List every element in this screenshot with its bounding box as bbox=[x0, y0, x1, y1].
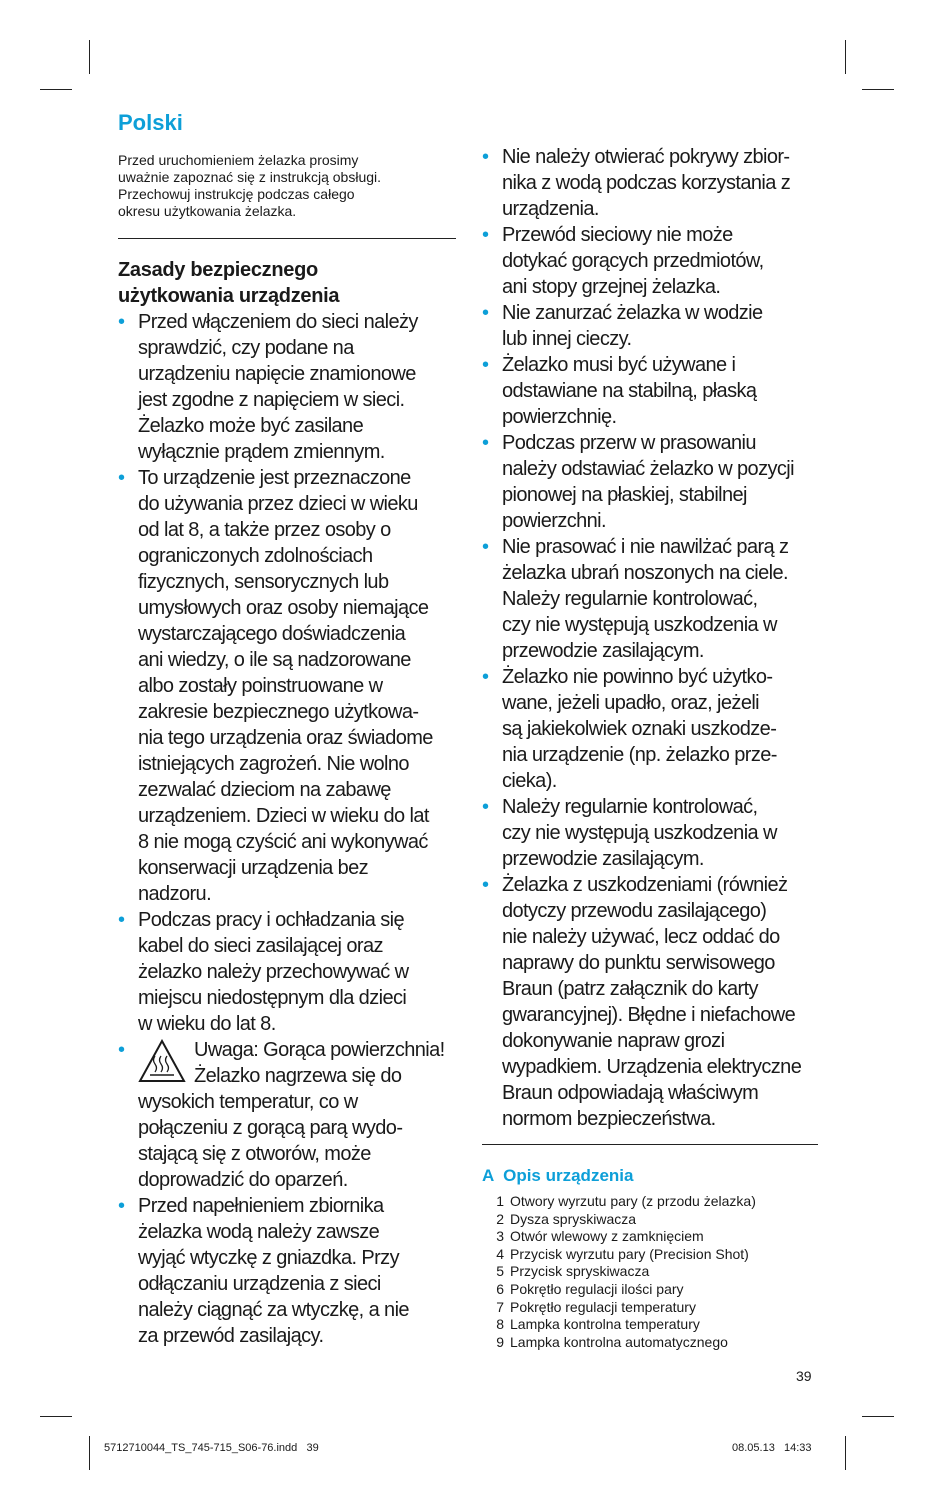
bullet-line: urządzenia. bbox=[502, 198, 599, 220]
part-number: 9 bbox=[496, 1333, 504, 1350]
bullet-line: Żelazko nie powinno być użytko- bbox=[502, 666, 773, 688]
parts-section-title: A Opis urządzenia bbox=[482, 1166, 634, 1185]
footer-time: 14:33 bbox=[784, 1442, 812, 1454]
crop-mark bbox=[845, 40, 846, 74]
bullet-line: odstawiane na stabilną, płaską bbox=[502, 380, 757, 402]
part-number: 5 bbox=[496, 1263, 504, 1280]
bullet-line: odłączaniu urządzenia z sieci bbox=[138, 1273, 381, 1295]
bullet-line: nie należy używać, lecz oddać do bbox=[502, 926, 780, 948]
bullet-line: ograniczonych zdolnościach bbox=[138, 545, 373, 567]
part-item bbox=[482, 1193, 818, 1211]
bullet-line: powierzchni. bbox=[502, 510, 606, 532]
bullet-line: zezwalać dzieciom na zabawę bbox=[138, 779, 391, 801]
left-column bbox=[118, 108, 456, 1349]
bullet-line: żelazko należy przechowywać w bbox=[138, 961, 409, 983]
bullet-line: nia urządzenie (np. żelazko prze- bbox=[502, 744, 777, 766]
bullet-line: wane, jeżeli upadło, oraz, jeżeli bbox=[502, 692, 760, 714]
bullet-line: lub innej cieczy. bbox=[502, 328, 632, 350]
bullet-line: gwarancyjnej). Błędne i niefachowe bbox=[502, 1004, 796, 1026]
warning-head-text bbox=[194, 1037, 445, 1089]
warning-line: doprowadzić do oparzeń. bbox=[138, 1169, 348, 1191]
bullet-icon: • bbox=[118, 467, 125, 489]
bullet-line: istniejących zagrożeń. Nie wolno bbox=[138, 753, 409, 775]
bullet-item bbox=[482, 664, 818, 794]
bullet-line: Należy regularnie kontrolować, bbox=[502, 796, 758, 818]
bullet-icon: • bbox=[482, 432, 489, 454]
bullet-line: zakresie bezpiecznego użytkowa- bbox=[138, 701, 419, 723]
bullet-icon: • bbox=[118, 1039, 125, 1061]
part-number: 3 bbox=[496, 1228, 504, 1245]
bullet-line: miejscu niedostępnym dla dzieci bbox=[138, 987, 407, 1009]
bullet-line: żelazka ubrań noszonych na ciele. bbox=[502, 562, 788, 584]
language-title: Polski bbox=[118, 110, 183, 135]
bullet-item bbox=[482, 430, 818, 534]
bullet-line: czy nie występują uszkodzenia w bbox=[502, 822, 777, 844]
bullet-line: nadzoru. bbox=[138, 883, 212, 905]
part-label: Lampka kontrolna temperatury bbox=[510, 1316, 700, 1333]
part-label: Otwory wyrzutu pary (z przodu żelazka) bbox=[510, 1193, 756, 1209]
bullet-line: Przed napełnieniem zbiornika bbox=[138, 1195, 384, 1217]
part-number: 2 bbox=[496, 1210, 504, 1227]
crop-mark bbox=[40, 89, 72, 90]
warning-line: stającą się z otworów, może bbox=[138, 1143, 371, 1165]
bullet-line: w wieku do lat 8. bbox=[138, 1013, 276, 1035]
warning-line: wysokich temperatur, co w bbox=[138, 1091, 358, 1113]
bullet-icon: • bbox=[118, 909, 125, 931]
part-item bbox=[482, 1211, 818, 1229]
part-item bbox=[482, 1246, 818, 1264]
bullet-line: przewodzie zasilającym. bbox=[502, 848, 704, 870]
bullet-line: przewodzie zasilającym. bbox=[502, 640, 704, 662]
warning-item bbox=[118, 1037, 456, 1193]
safety-list-warning bbox=[118, 1037, 456, 1193]
bullet-line: nika z wodą podczas korzystania z bbox=[502, 172, 791, 194]
bullet-line: konserwacji urządzenia bez bbox=[138, 857, 369, 879]
warning-line: połączeniu z gorącą parą wydo- bbox=[138, 1117, 403, 1139]
bullet-line: ani wiedzy, o ile są nadzorowane bbox=[138, 649, 411, 671]
bullet-item bbox=[118, 1193, 456, 1349]
bullet-line: umysłowych oraz osoby niemające bbox=[138, 597, 429, 619]
bullet-line: naprawy do punktu serwisowego bbox=[502, 952, 775, 974]
part-label: Dysza spryskiwacza bbox=[510, 1210, 637, 1227]
bullet-item bbox=[118, 465, 456, 907]
crop-mark bbox=[89, 1436, 90, 1470]
part-item bbox=[482, 1228, 818, 1246]
bullet-line: Braun (patrz załącznik do karty bbox=[502, 978, 758, 1000]
bullet-line: wypadkiem. Urządzenia elektryczne bbox=[502, 1056, 802, 1078]
part-label: Otwór wlewowy z zamknięciem bbox=[510, 1228, 704, 1245]
bullet-icon: • bbox=[482, 874, 489, 896]
bullet-line: urządzeniem. Dzieci w wieku do lat bbox=[138, 805, 429, 827]
bullet-line: dokonywanie napraw grozi bbox=[502, 1030, 725, 1052]
bullet-item bbox=[482, 794, 818, 872]
bullet-line: Przewód sieciowy nie może bbox=[502, 224, 733, 246]
bullet-line: należy odstawiać żelazko w pozycji bbox=[502, 458, 794, 480]
page-number: 39 bbox=[796, 1368, 812, 1384]
part-number: 8 bbox=[496, 1316, 504, 1333]
safety-section-title bbox=[118, 257, 456, 309]
bullet-line: Żelazko musi być używane i bbox=[502, 354, 736, 376]
bullet-line: Braun odpowiadają właściwym bbox=[502, 1082, 759, 1104]
bullet-line: do używania przez dzieci w wieku bbox=[138, 493, 418, 515]
intro-line: uważnie zapoznać się z instrukcją obsługi. bbox=[118, 169, 382, 185]
bullet-line: wyłącznie prądem zmiennym. bbox=[138, 441, 385, 463]
bullet-icon: • bbox=[118, 311, 125, 333]
part-label: Przycisk spryskiwacza bbox=[510, 1263, 650, 1280]
part-label: Przycisk wyrzutu pary (Precision Shot) bbox=[510, 1245, 749, 1262]
warning-body bbox=[118, 1089, 456, 1193]
bullet-icon: • bbox=[482, 666, 489, 688]
part-number: 6 bbox=[496, 1280, 504, 1297]
bullet-line: 8 nie mogą czyścić ani wykonywać bbox=[138, 831, 428, 853]
bullet-icon: • bbox=[482, 302, 489, 324]
bullet-line: sprawdzić, czy podane na bbox=[138, 337, 354, 359]
bullet-line: Żelazko może być zasilane bbox=[138, 415, 364, 437]
part-item bbox=[482, 1334, 818, 1352]
bullet-line: Nie należy otwierać pokrywy zbior- bbox=[502, 146, 790, 168]
footer-timestamp bbox=[732, 1442, 812, 1454]
bullet-item bbox=[482, 352, 818, 430]
bullet-line: pionowej na płaskiej, stabilnej bbox=[502, 484, 747, 506]
bullet-item bbox=[482, 872, 818, 1132]
bullet-line: ani stopy grzejnej żelazka. bbox=[502, 276, 721, 298]
part-item bbox=[482, 1281, 818, 1299]
safety-list-end bbox=[118, 1193, 456, 1349]
bullet-line: wystarczającego doświadczenia bbox=[138, 623, 406, 645]
divider bbox=[482, 1144, 818, 1145]
part-item bbox=[482, 1299, 818, 1317]
part-label: Pokrętło regulacji ilości pary bbox=[510, 1280, 684, 1297]
intro-line: Przechowuj instrukcję podczas całego bbox=[118, 186, 355, 202]
bullet-line: To urządzenie jest przeznaczone bbox=[138, 467, 411, 489]
bullet-line: żelazka wodą należy zawsze bbox=[138, 1221, 380, 1243]
part-number: 7 bbox=[496, 1298, 504, 1315]
bullet-line: Należy regularnie kontrolować, bbox=[502, 588, 758, 610]
bullet-line: fizycznych, sensorycznych lub bbox=[138, 571, 389, 593]
footer-file: 5712710044_TS_745-715_S06-76.indd 39 bbox=[104, 1442, 319, 1454]
part-label: Pokrętło regulacji temperatury bbox=[510, 1298, 696, 1315]
bullet-icon: • bbox=[482, 146, 489, 168]
bullet-line: nia tego urządzenia oraz świadome bbox=[138, 727, 433, 749]
bullet-line: są jakiekolwiek oznaki uszkodze- bbox=[502, 718, 777, 740]
bullet-line: wyjąć wtyczkę z gniazdka. Przy bbox=[138, 1247, 399, 1269]
bullet-line: dotykać gorących przedmiotów, bbox=[502, 250, 764, 272]
bullet-item bbox=[482, 222, 818, 300]
bullet-line: Podczas przerw w prasowaniu bbox=[502, 432, 756, 454]
warning-line: Uwaga: Gorąca powierzchnia! bbox=[194, 1039, 445, 1061]
bullet-line: normom bezpieczeństwa. bbox=[502, 1108, 716, 1130]
part-number: 1 bbox=[496, 1193, 504, 1209]
intro-line: okresu użytkowania żelazka. bbox=[118, 203, 297, 219]
bullet-icon: • bbox=[482, 536, 489, 558]
safety-list-continued bbox=[482, 144, 818, 1132]
crop-mark bbox=[862, 89, 894, 90]
bullet-line: urządzeniu napięcie znamionowe bbox=[138, 363, 416, 385]
bullet-line: należy ciągnąć za wtyczkę, a nie bbox=[138, 1299, 409, 1321]
bullet-line: Nie prasować i nie nawilżać parą z bbox=[502, 536, 789, 558]
crop-mark bbox=[845, 1436, 846, 1470]
crop-mark bbox=[40, 1416, 72, 1417]
bullet-line: kabel do sieci zasilającej oraz bbox=[138, 935, 383, 957]
bullet-line: od lat 8, a także przez osoby o bbox=[138, 519, 391, 541]
bullet-icon: • bbox=[482, 354, 489, 376]
bullet-line: Żelazka z uszkodzeniami (również bbox=[502, 874, 788, 896]
title-line: użytkowania urządzenia bbox=[118, 285, 340, 307]
intro-line: Przed uruchomieniem żelazka prosimy bbox=[118, 152, 359, 168]
part-item bbox=[482, 1263, 818, 1281]
warning-head bbox=[138, 1037, 456, 1089]
safety-list bbox=[118, 309, 456, 1037]
bullet-line: powierzchnię. bbox=[502, 406, 617, 428]
bullet-item bbox=[482, 144, 818, 222]
bullet-item bbox=[118, 309, 456, 465]
hot-surface-warning-icon bbox=[138, 1039, 186, 1083]
bullet-line: jest zgodne z napięciem w sieci. bbox=[138, 389, 405, 411]
bullet-line: albo zostały poinstruowane w bbox=[138, 675, 383, 697]
bullet-line: czy nie występują uszkodzenia w bbox=[502, 614, 777, 636]
bullet-line: dotyczy przewodu zasilającego) bbox=[502, 900, 767, 922]
bullet-line: za przewód zasilający. bbox=[138, 1325, 324, 1347]
bullet-icon: • bbox=[118, 1195, 125, 1217]
bullet-line: Podczas pracy i ochładzania się bbox=[138, 909, 404, 931]
part-number: 4 bbox=[496, 1245, 504, 1262]
divider bbox=[118, 238, 456, 239]
bullet-icon: • bbox=[482, 796, 489, 818]
bullet-line: cieka). bbox=[502, 770, 557, 792]
bullet-line: Przed włączeniem do sieci należy bbox=[138, 311, 418, 333]
right-column bbox=[482, 144, 818, 1351]
footer-date: 08.05.13 bbox=[732, 1442, 775, 1454]
bullet-line: Nie zanurzać żelazka w wodzie bbox=[502, 302, 763, 324]
warning-line: Żelazko nagrzewa się do bbox=[194, 1065, 402, 1087]
crop-mark bbox=[89, 40, 90, 74]
intro-text bbox=[118, 152, 456, 220]
parts-list bbox=[482, 1193, 818, 1351]
bullet-item bbox=[118, 907, 456, 1037]
part-label: Lampka kontrolna automatycznego bbox=[510, 1333, 728, 1350]
crop-mark bbox=[862, 1416, 894, 1417]
bullet-icon: • bbox=[482, 224, 489, 246]
bullet-item bbox=[482, 300, 818, 352]
part-item bbox=[482, 1316, 818, 1334]
bullet-item bbox=[482, 534, 818, 664]
title-line: Zasady bezpiecznego bbox=[118, 259, 318, 281]
